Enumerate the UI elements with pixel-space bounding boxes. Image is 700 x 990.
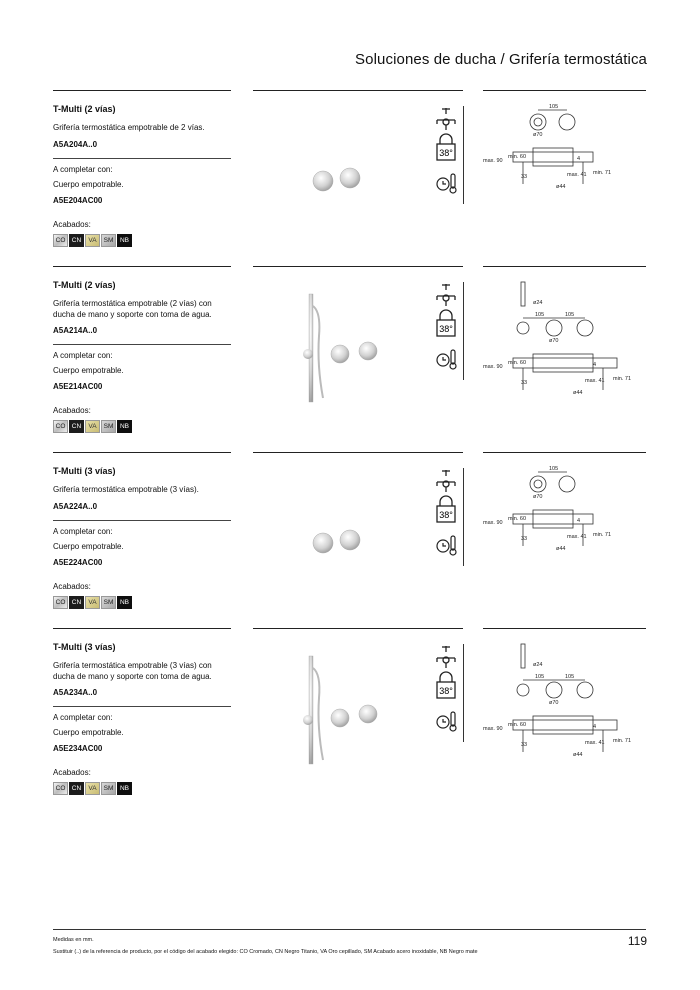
svg-text:105: 105 <box>549 466 559 472</box>
product-description: Grifería termostática empotrable (2 vías) con ducha de mano y soporte con toma de agua. <box>53 299 212 319</box>
shower-tap-icon <box>437 284 455 306</box>
feature-icons <box>431 282 461 387</box>
svg-text:ø44: ø44 <box>573 390 583 396</box>
divider <box>53 520 231 521</box>
finish-swatches <box>53 596 132 609</box>
thermostat-lock-icon <box>437 310 455 336</box>
product-name: T-Multi (3 vías) <box>53 642 116 652</box>
svg-text:min. 71: min. 71 <box>613 738 632 744</box>
complete-item: Cuerpo empotrable. <box>53 728 124 737</box>
svg-text:ø24: ø24 <box>533 300 543 306</box>
finish-swatch-nb: NB <box>117 420 132 433</box>
technical-diagram <box>481 90 646 240</box>
product-block <box>53 266 646 436</box>
finish-swatch-co: CO <box>53 782 68 795</box>
svg-text:105: 105 <box>565 312 575 318</box>
svg-text:4: 4 <box>593 724 597 730</box>
shower-tap-icon <box>437 646 455 668</box>
complete-code: A5E204AC00 <box>53 196 103 205</box>
finish-swatches <box>53 420 132 433</box>
footer-note-finishes: Sustituir (..) de la referencia de producto, por el código del acabado elegido: CO Cromado, CN Negro Titanio, VA Oro cepillado, SM Acabado acero inoxidable, NB Negro mate <box>53 949 478 955</box>
product-code: A5A234A..0 <box>53 688 98 697</box>
divider <box>53 628 231 629</box>
finish-swatch-sm: SM <box>101 596 116 609</box>
page-number: 119 <box>627 934 647 948</box>
thermostat-lock-icon <box>437 496 455 522</box>
svg-text:105: 105 <box>535 674 545 680</box>
svg-text:min. 71: min. 71 <box>613 376 632 382</box>
svg-text:min. 60: min. 60 <box>508 722 527 728</box>
svg-text:38°: 38° <box>439 686 453 696</box>
finish-swatch-cn: CN <box>69 782 84 795</box>
technical-diagram <box>481 628 646 778</box>
svg-text:33: 33 <box>521 174 528 180</box>
product-name: T-Multi (3 vías) <box>53 466 116 476</box>
technical-diagram <box>481 266 646 416</box>
finish-swatch-sm: SM <box>101 420 116 433</box>
product-description: Grifería termostática empotrable de 2 vías. <box>53 123 205 132</box>
divider <box>463 644 464 742</box>
svg-text:38°: 38° <box>439 148 453 158</box>
timer-thermometer-icon <box>437 174 456 193</box>
feature-icon-set <box>431 468 461 568</box>
feature-icon-set <box>431 282 461 382</box>
product-name: T-Multi (2 vías) <box>53 280 116 290</box>
divider <box>463 282 464 380</box>
svg-text:max. 41: max. 41 <box>585 740 605 746</box>
svg-text:4: 4 <box>577 156 581 162</box>
svg-text:ø70: ø70 <box>533 132 543 138</box>
timer-thermometer-icon <box>437 712 456 731</box>
svg-text:ø24: ø24 <box>533 662 543 668</box>
divider <box>53 158 231 159</box>
product-code: A5A214A..0 <box>53 326 98 335</box>
thermostat-lock-icon <box>437 672 455 698</box>
finish-swatch-va: VA <box>85 420 100 433</box>
timer-thermometer-icon <box>437 536 456 555</box>
svg-text:105: 105 <box>565 674 575 680</box>
svg-text:max. 90: max. 90 <box>483 364 503 370</box>
svg-text:38°: 38° <box>439 510 453 520</box>
svg-text:max. 41: max. 41 <box>567 172 587 178</box>
shower-tap-icon <box>437 108 455 130</box>
product-description: Grifería termostática empotrable (3 vías) con ducha de mano y soporte con toma de agua. <box>53 661 212 681</box>
finish-swatch-va: VA <box>85 782 100 795</box>
complete-item: Cuerpo empotrable. <box>53 542 124 551</box>
product-block <box>53 452 646 622</box>
divider <box>53 452 231 453</box>
svg-text:min. 71: min. 71 <box>593 532 612 538</box>
divider <box>463 468 464 566</box>
svg-text:ø70: ø70 <box>549 700 559 706</box>
svg-text:105: 105 <box>535 312 545 318</box>
product-code: A5A224A..0 <box>53 502 98 511</box>
complete-code: A5E214AC00 <box>53 382 103 391</box>
svg-text:4: 4 <box>577 518 581 524</box>
svg-text:max. 41: max. 41 <box>585 378 605 384</box>
footer-divider <box>53 929 646 930</box>
complete-item: Cuerpo empotrable. <box>53 366 124 375</box>
svg-text:ø44: ø44 <box>556 184 566 190</box>
finish-swatch-va: VA <box>85 596 100 609</box>
product-name: T-Multi (2 vías) <box>53 104 116 114</box>
product-block <box>53 628 646 798</box>
svg-text:33: 33 <box>521 742 528 748</box>
finish-swatch-nb: NB <box>117 782 132 795</box>
complete-with-label: A completar con: <box>53 351 113 360</box>
finish-swatch-cn: CN <box>69 596 84 609</box>
feature-icons <box>431 106 461 211</box>
finish-swatch-va: VA <box>85 234 100 247</box>
finishes-label: Acabados: <box>53 220 91 229</box>
complete-with-label: A completar con: <box>53 165 113 174</box>
product-code: A5A204A..0 <box>53 140 98 149</box>
complete-code: A5E224AC00 <box>53 558 103 567</box>
svg-text:max. 90: max. 90 <box>483 520 503 526</box>
svg-text:105: 105 <box>549 104 559 110</box>
divider <box>53 344 231 345</box>
svg-text:ø44: ø44 <box>573 752 583 758</box>
thermostat-lock-icon <box>437 134 455 160</box>
svg-text:4: 4 <box>593 362 597 368</box>
svg-text:ø70: ø70 <box>533 494 543 500</box>
finishes-label: Acabados: <box>53 768 91 777</box>
finish-swatch-co: CO <box>53 420 68 433</box>
finish-swatch-co: CO <box>53 596 68 609</box>
finish-swatch-co: CO <box>53 234 68 247</box>
finishes-label: Acabados: <box>53 582 91 591</box>
feature-icons <box>431 468 461 573</box>
svg-text:min. 71: min. 71 <box>593 170 612 176</box>
svg-text:33: 33 <box>521 380 528 386</box>
finish-swatch-sm: SM <box>101 782 116 795</box>
page-title: Soluciones de ducha / Grifería termostática <box>355 51 647 68</box>
svg-text:38°: 38° <box>439 324 453 334</box>
divider <box>463 106 464 204</box>
product-block <box>53 90 646 260</box>
svg-text:ø70: ø70 <box>549 338 559 344</box>
complete-with-label: A completar con: <box>53 527 113 536</box>
divider <box>53 706 231 707</box>
technical-diagram <box>481 452 646 602</box>
complete-with-label: A completar con: <box>53 713 113 722</box>
svg-text:max. 90: max. 90 <box>483 726 503 732</box>
finish-swatch-nb: NB <box>117 596 132 609</box>
complete-code: A5E234AC00 <box>53 744 103 753</box>
finish-swatch-cn: CN <box>69 234 84 247</box>
feature-icons <box>431 644 461 749</box>
divider <box>53 90 231 91</box>
feature-icon-set <box>431 644 461 744</box>
feature-icon-set <box>431 106 461 206</box>
divider <box>53 266 231 267</box>
shower-tap-icon <box>437 470 455 492</box>
finish-swatch-cn: CN <box>69 420 84 433</box>
svg-text:min. 60: min. 60 <box>508 516 527 522</box>
complete-item: Cuerpo empotrable. <box>53 180 124 189</box>
finish-swatch-nb: NB <box>117 234 132 247</box>
product-description: Grifería termostática empotrable (3 vías). <box>53 485 199 494</box>
svg-text:min. 60: min. 60 <box>508 154 527 160</box>
finish-swatches <box>53 782 132 795</box>
footer-note-units: Medidas en mm. <box>53 937 94 943</box>
svg-text:ø44: ø44 <box>556 546 566 552</box>
finish-swatch-sm: SM <box>101 234 116 247</box>
svg-text:33: 33 <box>521 536 528 542</box>
svg-text:max. 90: max. 90 <box>483 158 503 164</box>
svg-text:min. 60: min. 60 <box>508 360 527 366</box>
finish-swatches <box>53 234 132 247</box>
timer-thermometer-icon <box>437 350 456 369</box>
svg-text:max. 41: max. 41 <box>567 534 587 540</box>
finishes-label: Acabados: <box>53 406 91 415</box>
